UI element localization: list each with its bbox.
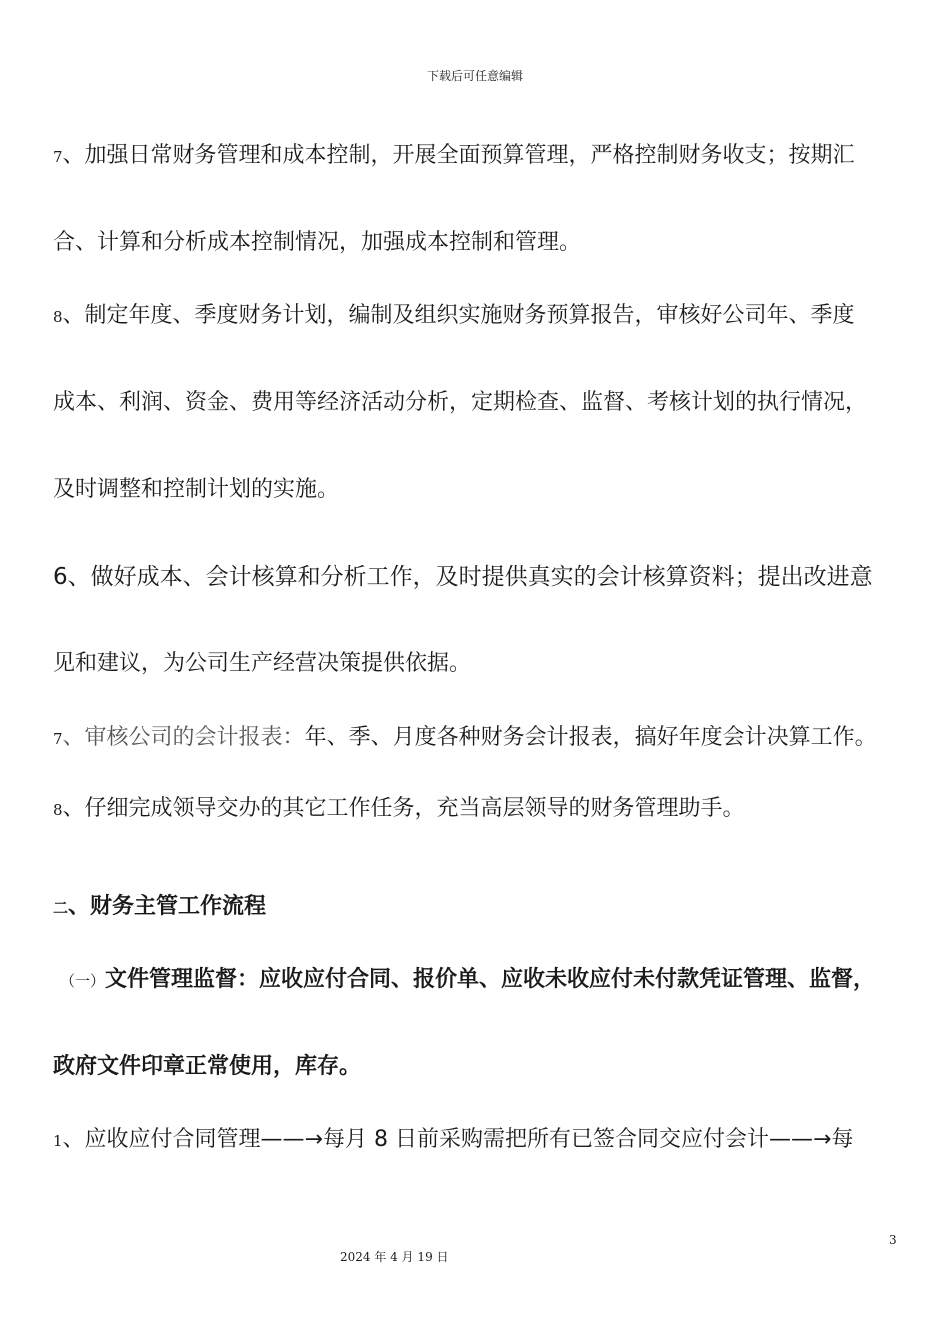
paragraph-6-line1: 6、做好成本、会计核算和分析工作，及时提供真实的会计核算资料；提出改进意 bbox=[53, 564, 873, 590]
paragraph-8a-line1 bbox=[53, 298, 855, 329]
paragraph-8a-line3: 及时调整和控制计划的实施。 bbox=[53, 477, 340, 502]
item-number: 7 bbox=[53, 148, 63, 166]
subsection-text: 文件管理监督：应收应付合同、报价单、应收未收应付未付款凭证管理、监督， bbox=[105, 967, 876, 992]
item-number: 7 bbox=[53, 730, 63, 748]
paragraph-text: 、加强日常财务管理和成本控制，开展全面预算管理，严格控制财务收支；按期汇 bbox=[62, 143, 855, 168]
item-number: 8 bbox=[53, 801, 63, 819]
paragraph-8b bbox=[53, 791, 745, 822]
paragraph-8a-line2: 成本、利润、资金、费用等经济活动分析，定期检查、监督、考核计划的执行情况， bbox=[53, 390, 868, 415]
paragraph-7a-line1 bbox=[53, 138, 855, 169]
section-title: 、财务主管工作流程 bbox=[68, 894, 267, 919]
page-number: 3 bbox=[889, 1233, 897, 1247]
item-text: 、应收应付合同管理——→每月 8 日前采购需把所有已签合同交应付会计——→每 bbox=[62, 1127, 854, 1152]
paragraph-text: 年、季、月度各种财务会计报表，搞好年度会计决算工作。 bbox=[304, 725, 877, 750]
page-header: 下载后可任意编辑 bbox=[426, 69, 523, 83]
item-number: 1 bbox=[53, 1132, 63, 1150]
section-heading-2 bbox=[53, 889, 266, 920]
paragraph-text: 、制定年度、季度财务计划，编制及组织实施财务预算报告，审核好公司年、季度 bbox=[62, 303, 855, 328]
subsection-number: （一） bbox=[60, 972, 106, 990]
item-1 bbox=[53, 1122, 853, 1153]
subsection-1-line2: 政府文件印章正常使用，库存。 bbox=[53, 1054, 362, 1079]
subsection-1-line1 bbox=[60, 962, 875, 993]
paragraph-text: 、仔细完成领导交办的其它工作任务，充当高层领导的财务管理助手。 bbox=[62, 796, 745, 821]
section-number: 二 bbox=[53, 899, 69, 917]
paragraph-7b bbox=[53, 720, 877, 751]
paragraph-6-line2: 见和建议，为公司生产经营决策提供依据。 bbox=[53, 651, 472, 676]
paragraph-7a-line2: 合、计算和分析成本控制情况，加强成本控制和管理。 bbox=[53, 230, 582, 255]
paragraph-text-gray: 、审核公司的会计报表： bbox=[62, 725, 305, 750]
item-number: 8 bbox=[53, 308, 63, 326]
footer-date: 2024 年 4 月 19 日 bbox=[340, 1250, 449, 1264]
